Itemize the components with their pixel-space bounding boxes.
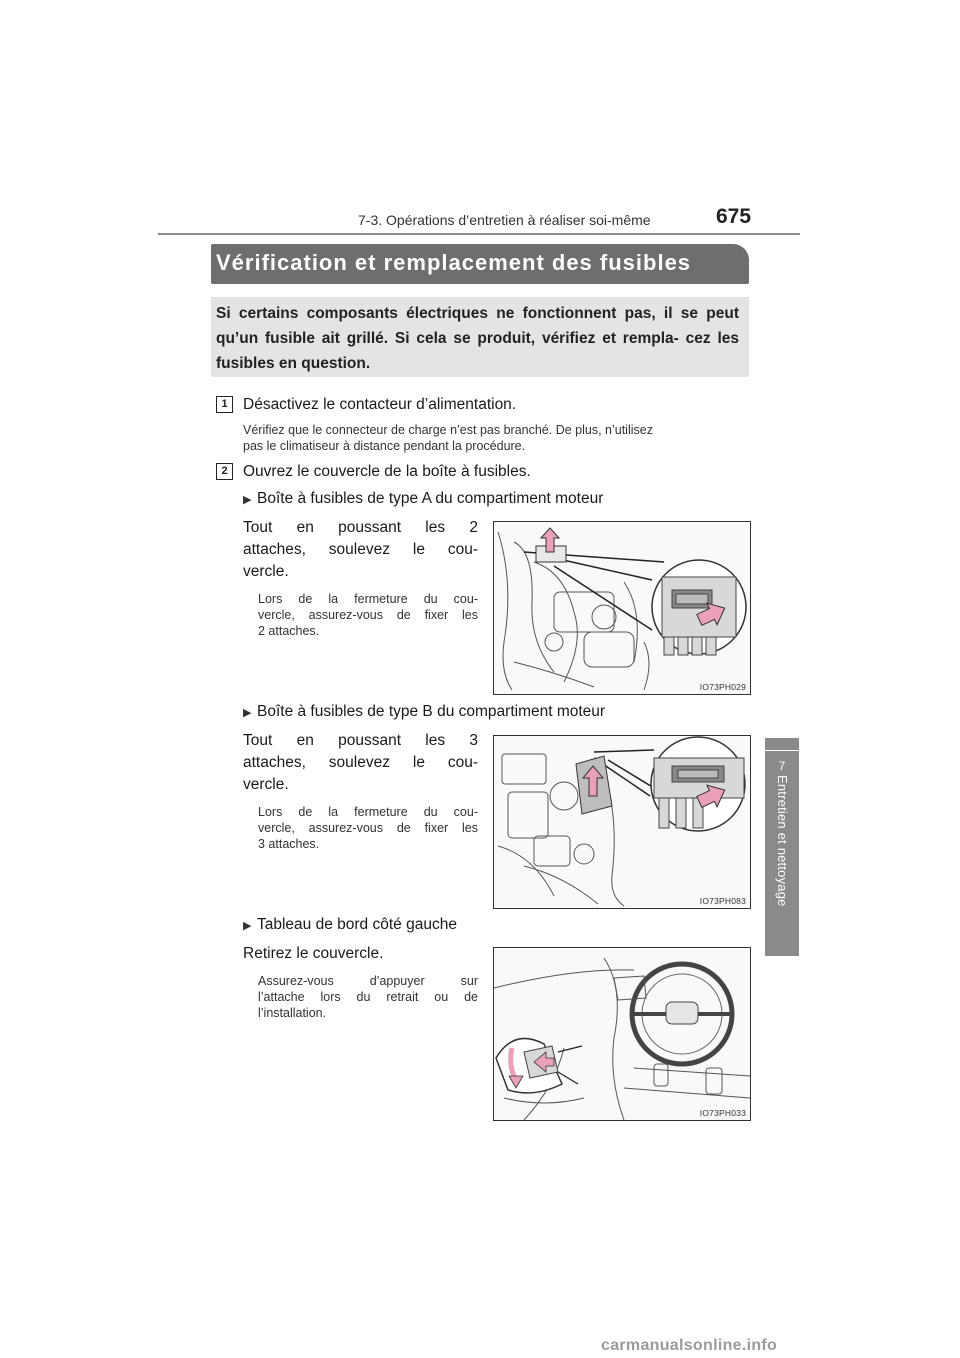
subsection-c-heading xyxy=(243,916,457,934)
subsection-c-note-line-2: l’attache lors du retrait ou de xyxy=(258,990,478,1004)
subsection-b-heading xyxy=(243,703,605,721)
figure-b-code: IO73PH083 xyxy=(699,896,746,906)
figure-c-code: IO73PH033 xyxy=(699,1108,746,1118)
subsection-a-instruction-line-1: Tout en poussant les 2 xyxy=(243,519,478,536)
subsection-b-heading-text: Boîte à fusibles de type B du compartiment moteur xyxy=(257,703,606,720)
header-divider xyxy=(158,233,800,235)
subsection-a-heading-text: Boîte à fusibles de type A du compartiment moteur xyxy=(257,490,604,507)
chapter-number: 7 xyxy=(778,759,786,773)
subsection-c-instruction: Retirez le couvercle. xyxy=(243,945,384,962)
subsection-a-heading xyxy=(243,490,603,508)
subsection-a-note-line-3: 2 attaches. xyxy=(258,624,320,638)
bullet-triangle-icon: ▶ xyxy=(243,920,252,932)
figure-c-illustration xyxy=(494,948,750,1120)
subsection-a-instruction-line-2: attaches, soulevez le cou- xyxy=(243,541,478,558)
subsection-b-note-line-2: vercle, assurez-vous de fixer les xyxy=(258,821,478,835)
figure-b-illustration xyxy=(494,736,750,908)
watermark: carmanualsonline.info xyxy=(601,1337,778,1354)
step-1-text: Désactivez le contacteur d’alimentation. xyxy=(243,396,517,413)
figure-engine-fuse-box-a xyxy=(493,521,751,695)
subsection-b-instruction-line-1: Tout en poussant les 3 xyxy=(243,732,478,749)
subsection-b-instruction-line-2: attaches, soulevez le cou- xyxy=(243,754,478,771)
chapter-tab-divider xyxy=(765,750,799,751)
subsection-c-note-line-1: Assurez-vous d’appuyer sur xyxy=(258,974,478,988)
figure-a-code: IO73PH029 xyxy=(699,682,746,692)
figure-dashboard-left xyxy=(493,947,751,1121)
step-number-2: 2 xyxy=(216,463,233,480)
subsection-a-instruction-line-3: vercle. xyxy=(243,563,289,580)
subsection-a-note-line-1: Lors de la fermeture du cou- xyxy=(258,592,478,606)
subsection-a-note-line-2: vercle, assurez-vous de fixer les xyxy=(258,608,478,622)
page-number: 675 xyxy=(716,205,752,228)
bullet-triangle-icon: ▶ xyxy=(243,494,252,506)
step-number-1: 1 xyxy=(216,396,233,413)
subsection-b-note-line-1: Lors de la fermeture du cou- xyxy=(258,805,478,819)
subsection-c-note-line-3: l’installation. xyxy=(258,1006,327,1020)
bullet-triangle-icon: ▶ xyxy=(243,707,252,719)
subsection-c-heading-text: Tableau de bord côté gauche xyxy=(257,916,457,933)
step-1-note-line-2: pas le climatiseur à distance pendant la procédure. xyxy=(243,439,526,453)
section-header: 7-3. Opérations d’entretien à réaliser soi-même xyxy=(358,212,651,228)
chapter-title: Entretien et nettoyage xyxy=(775,775,790,907)
figure-engine-fuse-box-b xyxy=(493,735,751,909)
page-title: Vérification et remplacement des fusibles xyxy=(216,250,692,275)
figure-a-illustration xyxy=(494,522,750,694)
step-2-text: Ouvrez le couvercle de la boîte à fusibles. xyxy=(243,463,531,480)
subsection-b-instruction-line-3: vercle. xyxy=(243,776,289,793)
subsection-b-note-line-3: 3 attaches. xyxy=(258,837,320,851)
intro-text: Si certains composants électriques ne fonctionnent pas, il se peut qu’un fusible ait grillé. Si cela se produit, vérifiez et rempla- cez les fusibles en question. xyxy=(216,305,739,372)
step-1-note-line-1: Vérifiez que le connecteur de charge n’est pas branché. De plus, n’utilisez xyxy=(243,423,653,437)
